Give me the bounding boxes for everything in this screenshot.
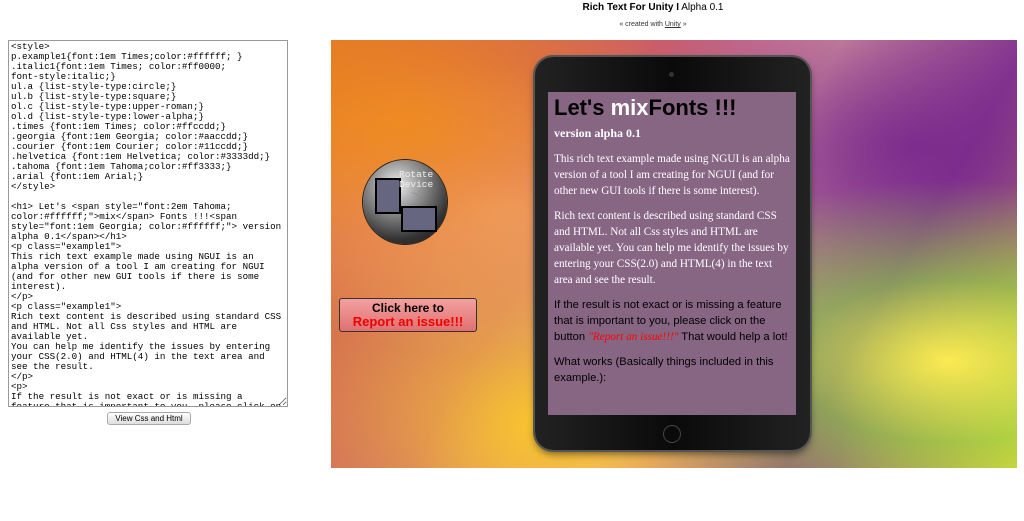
home-button-icon	[663, 425, 681, 443]
report-issue-button[interactable]	[339, 298, 477, 332]
unity-player[interactable]	[331, 40, 1017, 468]
page-title	[0, 2, 1024, 13]
preview-paragraph-4: What works (Basically things included in this example.):	[554, 356, 774, 384]
camera-icon	[669, 72, 674, 77]
preview-version: version alpha 0.1	[554, 126, 642, 140]
portrait-tablet-icon	[375, 178, 401, 214]
rotate-device-button[interactable]	[363, 160, 447, 244]
css-html-input[interactable]	[8, 40, 288, 407]
view-css-html-button[interactable]: View Css and Html	[107, 412, 191, 425]
title-bold: Rich Text For Unity I	[582, 2, 679, 13]
preview-paragraph-2: Rich text content is described using standard CSS and HTML. Not all Css styles and HTML are available yet. You can help me identify the issues by entering your CSS(2.0) and HTML(4) in the text area and see the result.	[554, 210, 789, 286]
p3-post: That would help a lot!	[678, 331, 788, 343]
heading-pre: Let's	[554, 95, 611, 120]
rotate-label-line2: Device	[399, 179, 434, 190]
landscape-tablet-icon	[401, 206, 437, 232]
p3-red: "Report an issue!!!"	[588, 331, 679, 343]
rotate-label	[399, 170, 433, 190]
rich-text-preview	[548, 92, 796, 415]
preview-paragraph-3	[554, 297, 790, 345]
unity-link[interactable]: Unity	[664, 21, 681, 28]
title-version: Alpha 0.1	[679, 2, 724, 13]
rotate-arrow-icon: ⤵	[411, 192, 424, 206]
tablet-frame	[535, 57, 810, 450]
p3-pre: If the result is not exact or is missing a feature that is important to you, please click on the button	[554, 299, 782, 343]
heading-mix: mix	[610, 95, 649, 120]
subtitle-prefix: « created with	[619, 21, 665, 28]
preview-heading	[554, 95, 790, 121]
preview-paragraph-1: This rich text example made using NGUI is an alpha version of a tool I am creating for NGUI (and for other new GUI tools if there is some interest).	[554, 153, 790, 197]
report-line1: Click here to	[371, 301, 445, 315]
rotate-label-line1: Rotate	[399, 169, 434, 180]
heading-post: Fonts !!!	[648, 95, 737, 120]
subtitle-suffix: »	[680, 21, 687, 28]
page-subtitle	[0, 21, 1024, 28]
report-line2: Report an issue!!!	[352, 314, 464, 329]
